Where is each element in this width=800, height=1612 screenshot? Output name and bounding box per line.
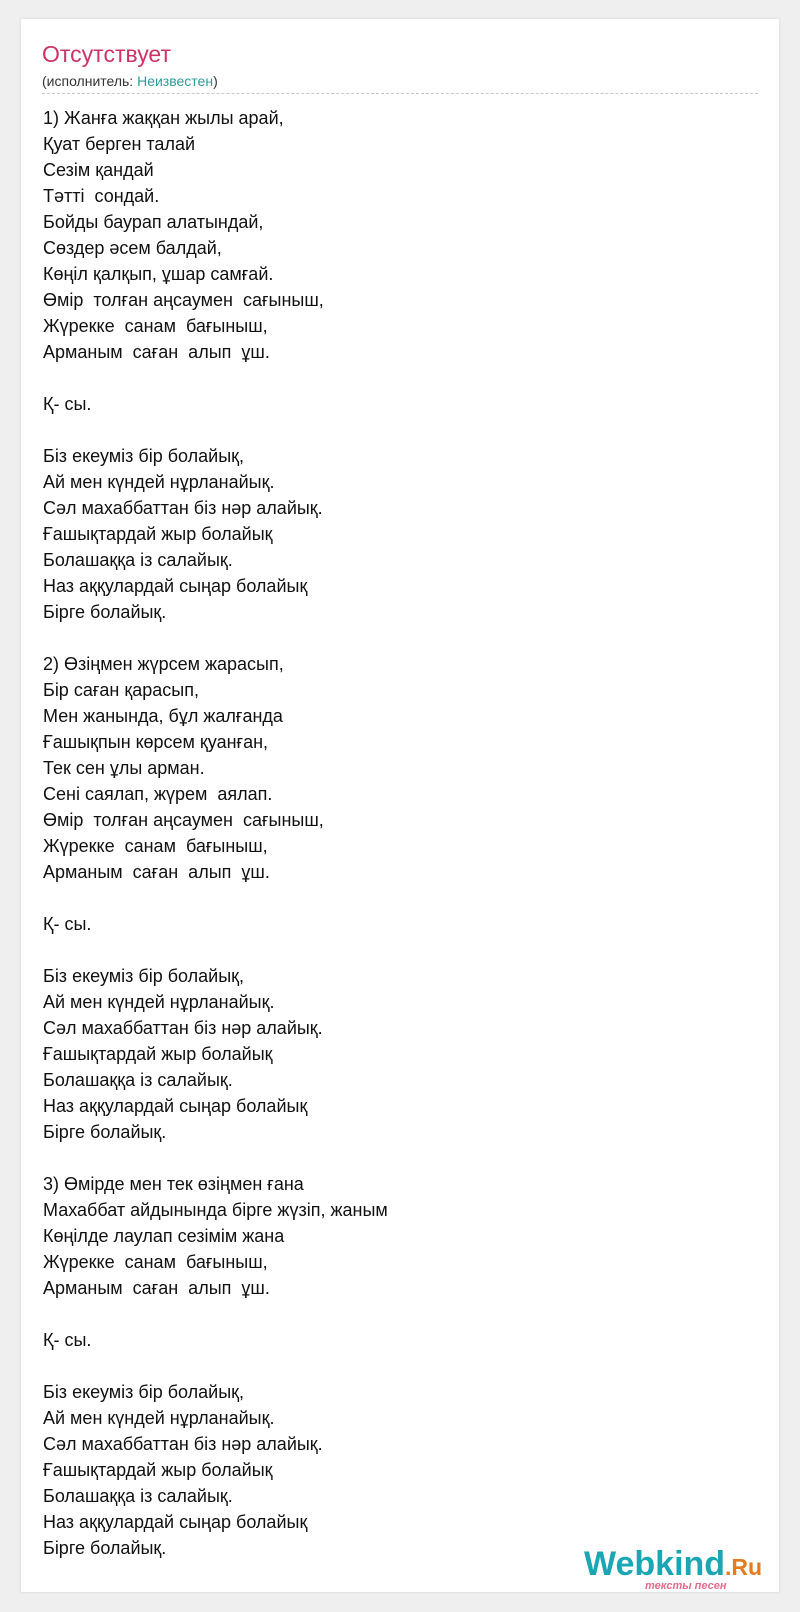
lyrics-text bbox=[43, 105, 723, 1561]
lyric-line: Қ- сы. bbox=[43, 914, 92, 934]
lyric-line: Өмір толған аңсаумен сағыныш, bbox=[43, 810, 324, 830]
artist-line bbox=[42, 72, 218, 90]
lyric-line: Ғашықтардай жыр болайық bbox=[43, 1044, 273, 1064]
lyric-line: Жүрекке санам бағыныш, bbox=[43, 836, 268, 856]
song-title: Отсутствует bbox=[42, 41, 171, 67]
lyric-blank-line bbox=[43, 885, 723, 911]
lyric-line: Ай мен күндей нұрланайық. bbox=[43, 472, 275, 492]
lyric-line: Ғашықтардай жыр болайық bbox=[43, 1460, 273, 1480]
logo-tagline: тексты песен bbox=[645, 1580, 727, 1592]
header-divider bbox=[42, 93, 758, 94]
lyric-line: Жүрекке санам бағыныш, bbox=[43, 316, 268, 336]
lyric-line: Арманым саған алып ұш. bbox=[43, 1278, 270, 1298]
lyric-line: Ғашықпын көрсем қуанған, bbox=[43, 732, 269, 752]
lyric-line: Көңіл қалқып, ұшар самғай. bbox=[43, 264, 274, 284]
webkind-logo[interactable] bbox=[584, 1545, 774, 1593]
lyric-line: Көңілде лаулап сезімім жана bbox=[43, 1226, 285, 1246]
lyric-line: Сені саялап, жүрем аялап. bbox=[43, 784, 273, 804]
lyric-line: Ғашықтардай жыр болайық bbox=[43, 524, 273, 544]
lyric-line: Бойды баурап алатындай, bbox=[43, 212, 264, 232]
lyric-line: Арманым саған алып ұш. bbox=[43, 342, 270, 362]
lyric-line: Қ- сы. bbox=[43, 394, 92, 414]
lyric-line: Бір саған қарасып, bbox=[43, 680, 199, 700]
lyric-line: Бірге болайық. bbox=[43, 1122, 167, 1142]
lyric-line: Бірге болайық. bbox=[43, 1538, 167, 1558]
lyric-line: Сәл махаббаттан біз нәр алайық. bbox=[43, 1018, 323, 1038]
lyric-line: Сәл махаббаттан біз нәр алайық. bbox=[43, 498, 323, 518]
lyric-blank-line bbox=[43, 625, 723, 651]
lyric-line: Қуат берген талай bbox=[43, 134, 196, 154]
lyric-line: Наз аққулардай сыңар болайық bbox=[43, 1096, 308, 1116]
artist-prefix: (исполнитель: bbox=[42, 73, 138, 89]
lyric-line: Арманым саған алып ұш. bbox=[43, 862, 270, 882]
artist-suffix: ) bbox=[213, 73, 218, 89]
lyric-line: Болашаққа із салайық. bbox=[43, 550, 233, 570]
lyric-blank-line bbox=[43, 937, 723, 963]
lyric-line: Наз аққулардай сыңар болайық bbox=[43, 1512, 308, 1532]
lyric-blank-line bbox=[43, 1301, 723, 1327]
lyric-line: Ай мен күндей нұрланайық. bbox=[43, 1408, 275, 1428]
lyric-line: Мен жанында, бұл жалғанда bbox=[43, 706, 283, 726]
lyric-line: Сөздер әсем балдай, bbox=[43, 238, 222, 258]
artist-link[interactable]: Неизвестен bbox=[137, 73, 214, 89]
logo-tld: .Ru bbox=[725, 1554, 763, 1580]
lyric-line: 1) Жанға жаққан жылы арай, bbox=[43, 108, 284, 128]
lyric-line: 3) Өмірде мен тек өзіңмен ғана bbox=[43, 1174, 304, 1194]
lyric-line: Өмір толған аңсаумен сағыныш, bbox=[43, 290, 324, 310]
lyric-line: Қ- сы. bbox=[43, 1330, 92, 1350]
lyric-line: Біз екеуміз бір болайық, bbox=[43, 446, 245, 466]
lyric-line: Біз екеуміз бір болайық, bbox=[43, 966, 245, 986]
lyric-line: Болашаққа із салайық. bbox=[43, 1486, 233, 1506]
lyric-line: Ай мен күндей нұрланайық. bbox=[43, 992, 275, 1012]
lyric-blank-line bbox=[43, 365, 723, 391]
lyric-line: Сезім қандай bbox=[43, 160, 154, 180]
lyric-line: Біз екеуміз бір болайық, bbox=[43, 1382, 245, 1402]
lyric-line: Тәтті сондай. bbox=[43, 186, 160, 206]
logo-main-text: Webkind bbox=[584, 1545, 726, 1583]
lyric-line: Сәл махаббаттан біз нәр алайық. bbox=[43, 1434, 323, 1454]
lyric-blank-line bbox=[43, 1353, 723, 1379]
lyric-line: Махаббат айдынында бірге жүзіп, жаным bbox=[43, 1200, 388, 1220]
lyric-line: 2) Өзіңмен жүрсем жарасып, bbox=[43, 654, 284, 674]
lyric-line: Болашаққа із салайық. bbox=[43, 1070, 233, 1090]
lyric-line: Бірге болайық. bbox=[43, 602, 167, 622]
lyric-line: Наз аққулардай сыңар болайық bbox=[43, 576, 308, 596]
lyric-line: Жүрекке санам бағыныш, bbox=[43, 1252, 268, 1272]
lyric-line: Тек сен ұлы арман. bbox=[43, 758, 205, 778]
lyric-blank-line bbox=[43, 417, 723, 443]
lyric-blank-line bbox=[43, 1145, 723, 1171]
